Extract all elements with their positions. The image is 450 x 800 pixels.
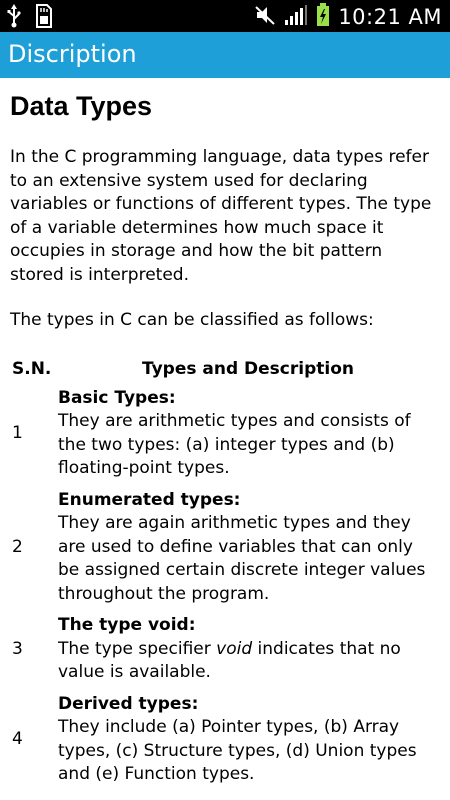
type-description: They include (a) Pointer types, (b) Array types, (c) Structure types, (d) Union types and (e) Function types. [58, 717, 417, 784]
row-number: 3 [12, 638, 23, 659]
table-header-row [8, 359, 438, 387]
intro-paragraph: In the C programming language, data types refer to an extensive system used for declaring variables or functions of different types. The type of a variable determines how much space it occupies in storage and how the bit pattern stored is interpreted. [10, 147, 432, 285]
app-bar [0, 32, 450, 78]
row-description [58, 614, 438, 693]
void-keyword: void [216, 638, 253, 659]
content-area [10, 78, 435, 795]
row-description [58, 387, 438, 489]
row-description [58, 693, 438, 795]
row-number: 2 [12, 536, 23, 557]
battery-charging-icon [316, 3, 330, 31]
classification-paragraph: The types in C can be classified as follows: [10, 310, 374, 330]
table-row [8, 693, 438, 795]
column-header-sn: S.N. [12, 358, 52, 379]
table-row [8, 489, 438, 615]
types-table [8, 359, 438, 795]
type-description: They are again arithmetic types and they are used to define variables that can only be assigned certain discrete integer values throughout the program. [58, 513, 426, 604]
status-bar [0, 0, 450, 32]
app-title: Discription [8, 40, 137, 68]
description-prefix: The type specifier [58, 638, 217, 659]
column-header-types: Types and Description [141, 358, 354, 379]
sd-card-icon [34, 4, 52, 32]
usb-icon [6, 4, 22, 32]
row-description [58, 489, 438, 615]
signal-icon [284, 4, 308, 30]
type-title: Enumerated types: [58, 489, 241, 510]
type-description [58, 638, 438, 685]
status-time: 10:21 AM [338, 5, 442, 29]
page-title: Data Types [10, 91, 153, 121]
description-suffix: indicates that no value is available. [58, 638, 401, 682]
type-title: Basic Types: [58, 387, 176, 408]
type-title: The type void: [58, 615, 196, 635]
row-number: 4 [12, 728, 23, 749]
row-number: 1 [12, 422, 23, 443]
mute-icon [254, 4, 276, 30]
type-description: They are arithmetic types and consists of the two types: (a) integer types and (b) floating-point types. [58, 411, 411, 478]
table-row [8, 614, 438, 693]
table-row [8, 387, 438, 489]
type-title: Derived types: [58, 693, 199, 714]
